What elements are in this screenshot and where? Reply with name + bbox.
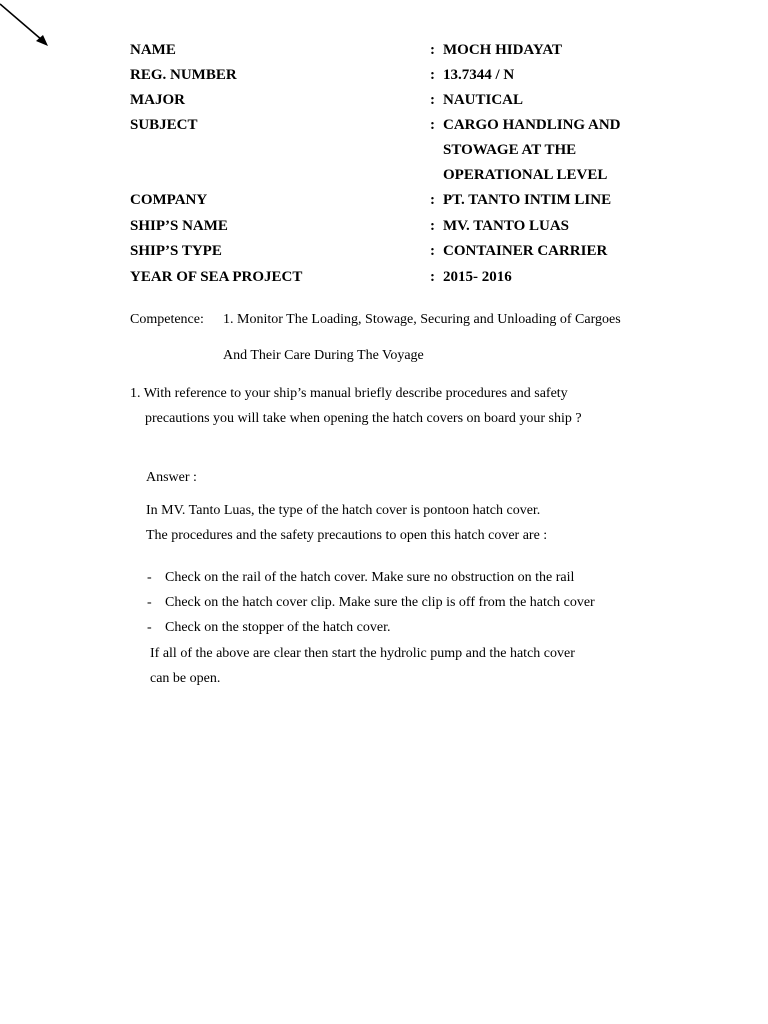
info-colon: : [430, 42, 435, 58]
bullet-dash: - [147, 620, 152, 635]
info-label: SHIP’S NAME [130, 218, 228, 234]
info-label: SHIP’S TYPE [130, 243, 222, 259]
info-value: CARGO HANDLING AND [443, 117, 621, 133]
info-value: 2015- 2016 [443, 269, 512, 285]
info-label: YEAR OF SEA PROJECT [130, 269, 303, 285]
answer-intro-2: The procedures and the safety precautions to open this hatch cover are : [146, 528, 548, 543]
bullet-dash: - [147, 570, 152, 585]
arrow-icon [0, 0, 60, 60]
info-label: SUBJECT [130, 117, 198, 133]
info-colon: : [430, 92, 435, 108]
answer-label: Answer : [146, 470, 197, 485]
answer-conclusion-1: If all of the above are clear then start the hydrolic pump and the hatch cover [150, 646, 575, 661]
info-value: NAUTICAL [443, 92, 524, 108]
info-label: MAJOR [130, 92, 185, 108]
competence-label: Competence: [130, 312, 204, 327]
info-colon: : [430, 67, 435, 83]
info-value: OPERATIONAL LEVEL [443, 167, 608, 183]
info-value: MOCH HIDAYAT [443, 42, 563, 58]
info-label: COMPANY [130, 192, 208, 208]
info-value: 13.7344 / N [443, 67, 515, 83]
info-label: NAME [130, 42, 176, 58]
info-value: PT. TANTO INTIM LINE [443, 192, 612, 208]
question-line-2: precautions you will take when opening the hatch covers on board your ship ? [145, 411, 582, 426]
bullet-item: Check on the stopper of the hatch cover. [165, 620, 391, 635]
competence-line-1: 1. Monitor The Loading, Stowage, Securing and Unloading of Cargoes [223, 312, 621, 327]
competence-line-2: And Their Care During The Voyage [223, 348, 424, 363]
answer-intro-1: In MV. Tanto Luas, the type of the hatch cover is pontoon hatch cover. [146, 503, 541, 518]
question-line-1: 1. With reference to your ship’s manual briefly describe procedures and safety [130, 386, 568, 401]
info-value: CONTAINER CARRIER [443, 243, 608, 259]
info-colon: : [430, 192, 435, 208]
bullet-item: Check on the hatch cover clip. Make sure the clip is off from the hatch cover [165, 595, 595, 610]
bullet-item: Check on the rail of the hatch cover. Make sure no obstruction on the rail [165, 570, 575, 585]
answer-conclusion-2: can be open. [150, 671, 221, 686]
info-value: STOWAGE AT THE [443, 142, 577, 158]
info-colon: : [430, 117, 435, 133]
info-colon: : [430, 218, 435, 234]
bullet-dash: - [147, 595, 152, 610]
info-colon: : [430, 269, 435, 285]
info-colon: : [430, 243, 435, 259]
info-value: MV. TANTO LUAS [443, 218, 570, 234]
info-label: REG. NUMBER [130, 67, 237, 83]
